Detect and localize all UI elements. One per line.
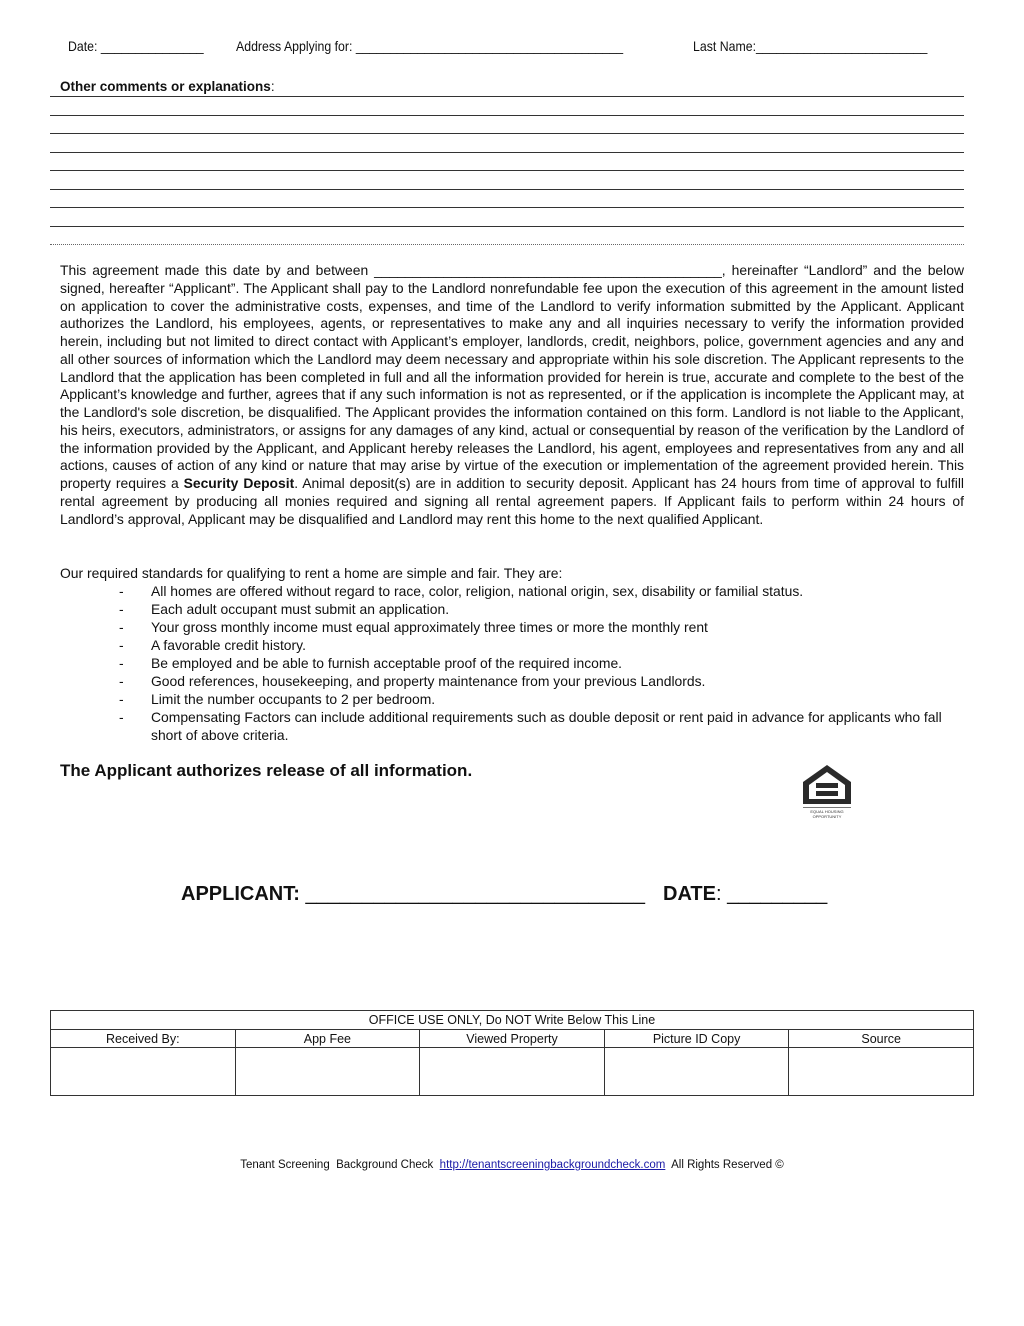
list-item-text: Your gross monthly income must equal approximately three times or more the monthly rent [151,619,708,635]
office-use-title: OFFICE USE ONLY, Do NOT Write Below This Line [51,1011,974,1030]
security-deposit-term: Security Deposit [183,475,295,491]
list-item-text: Be employed and be able to furnish acceptable proof of the required income. [151,655,623,671]
column-header-picture-id-copy: Picture ID Copy [604,1030,789,1048]
list-item-text: Each adult occupant must submit an application. [151,601,450,617]
svg-text:OPPORTUNITY: OPPORTUNITY [812,814,842,819]
comments-label [60,79,275,94]
list-dash: - [119,673,124,689]
list-item-text: Compensating Factors can include additional requirements such as double deposit or rent paid in advance for applicants who fall short of above criteria. [151,709,942,743]
source-cell[interactable] [789,1048,974,1096]
list-dash: - [119,619,124,635]
agreement-text-part-2: . Animal deposit(s) are in addition to security deposit. Applicant has 24 hours from time of approval to fulfill rental agreement by producing all monies required and signing all rental agreement papers. If Applicant fails to perform within 24 hours of Landlord’s approval, Applicant may be disqualified and Landlord may rent this home to the next qualified Applicant. [60,475,964,527]
list-item-text: A favorable credit history. [151,637,306,653]
list-item [60,618,964,636]
svg-text:EQUAL HOUSING: EQUAL HOUSING [810,809,844,814]
received-by-cell[interactable] [51,1048,236,1096]
column-header-source: Source [789,1030,974,1048]
section-divider [50,244,964,245]
app-fee-cell[interactable] [235,1048,420,1096]
address-field[interactable]: Address Applying for: _______________________________________ [236,38,624,54]
footer [0,1159,1024,1171]
list-item-text: All homes are offered without regard to race, color, religion, national origin, sex, disability or familial status. [151,583,804,599]
comment-line-6[interactable] [50,189,964,190]
column-header-app-fee: App Fee [235,1030,420,1048]
viewed-property-cell[interactable] [420,1048,605,1096]
list-item [60,708,964,744]
signature-date-line[interactable] [663,883,827,906]
comment-line-1[interactable] [50,96,964,97]
list-dash: - [119,637,124,653]
comment-line-7[interactable] [50,207,964,208]
comments-label-text: Other comments or explanations [60,79,271,94]
list-item [60,690,964,708]
logo-caption [810,809,843,819]
list-item [60,654,964,672]
authorization-statement: The Applicant authorizes release of all information. [60,761,473,780]
applicant-label: APPLICANT: [181,883,300,905]
list-item [60,672,964,690]
date-colon: : [715,883,722,905]
column-header-viewed-property: Viewed Property [420,1030,605,1048]
comment-line-4[interactable] [50,152,964,153]
date-label: DATE [663,883,716,905]
column-header-received-by: Received By: [51,1030,236,1048]
office-use-table [50,1010,974,1096]
agreement-text-part-1: This agreement made this date by and between _____________________________________________, hereinafter “Landlord” and the below signed, hereafter “Applicant”. The Applicant shall pay to the Landlord nonrefundable fee upon the execution of this agreement in the amount listed on application to cover the administrative costs, expenses, and time of the Landlord to verify information submitted by the Applicant. Applicant authorizes the Landlord, his employees, agents, or representatives to make any and all inquiries necessary to verify the information provided herein, including but not limited to direct contact with Applicant’s employer, landlords, credit, neighbors, police, government agencies and any and all other sources of information which the Landlord may deem necessary and appropriate within his sole discretion. The Applicant represents to the Landlord that the application has been completed in full and all the information provided for herein is true, accurate and complete to the best of the Applicant’s knowledge and further, agrees that if any such information is not as represented, or if the application is incomplete the Applicant may, at the Landlord's sole discretion, be disqualified. The Applicant provides the information contained on this form. Landlord is not liable to the Applicant, his heirs, executors, administrators, or assigns for any damages of any kind, actual or consequential by reason of the verification by the Landlord of the information provided by the Applicant, and Applicant hereby releases the Landlord, his agent, employees and representatives from any and all actions, causes of action of any kind or nature that may arise by virtue of the execution or implementation of the agreement provided herein. This property requires a [60,262,964,491]
last-name-field[interactable]: Last Name:_________________________ [693,38,928,54]
standards-intro: Our required standards for qualifying to rent a home are simple and fair. They are: [60,565,563,581]
comment-line-8[interactable] [50,226,964,227]
agreement-paragraph [60,262,964,528]
standards-list [60,582,964,744]
list-dash: - [119,691,124,707]
comment-line-3[interactable] [50,133,964,134]
list-dash: - [119,583,124,599]
applicant-signature-line[interactable] [181,883,645,906]
comment-line-2[interactable] [50,115,964,116]
footer-rights: All Rights Reserved © [665,1159,784,1171]
comment-line-5[interactable] [50,170,964,171]
comments-label-colon: : [270,79,275,94]
footer-link[interactable]: http://tenantscreeningbackgroundcheck.com [439,1159,666,1171]
list-dash: - [119,655,124,671]
signature-date-blank[interactable]: _________ [727,883,828,905]
picture-id-copy-cell[interactable] [604,1048,789,1096]
footer-text: Tenant Screening Background Check [240,1159,440,1171]
list-item [60,600,964,618]
applicant-signature-blank[interactable]: ______________________________ [305,883,646,905]
list-dash: - [119,709,124,725]
list-dash: - [119,601,124,617]
date-field[interactable]: Date: _______________ [68,38,204,54]
list-item-text: Good references, housekeeping, and property maintenance from your previous Landlords. [151,673,706,689]
list-item-text: Limit the number occupants to 2 per bedroom. [151,691,436,707]
list-item [60,636,964,654]
list-item [60,582,964,600]
header-fields [68,38,964,58]
equal-housing-opportunity-icon [801,763,853,819]
